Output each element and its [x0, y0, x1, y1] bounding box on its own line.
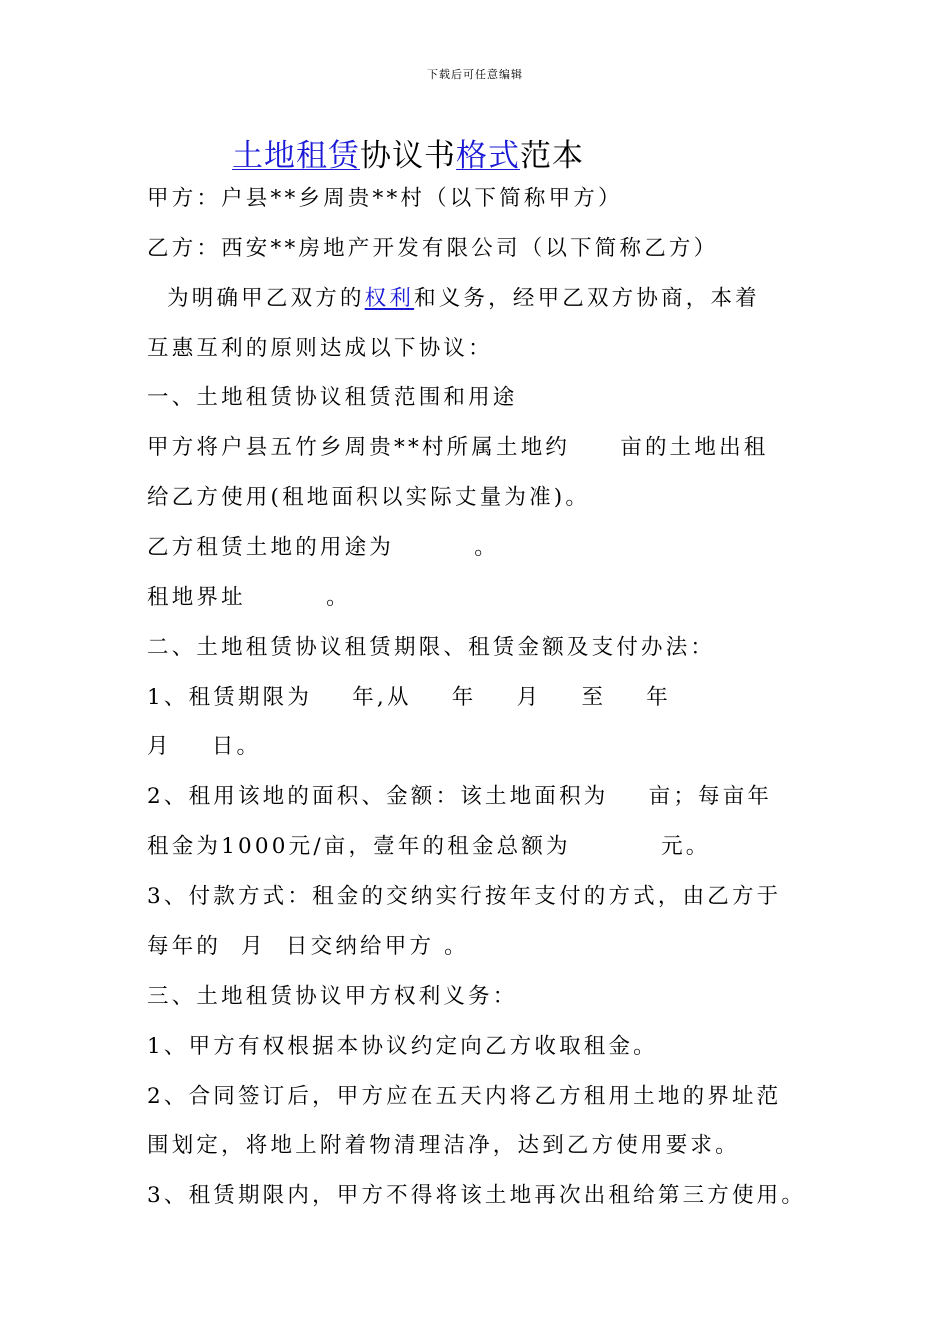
paragraph-line: 乙方租赁土地的用途为 。: [147, 535, 499, 560]
preamble-line-2: 互惠互利的原则达成以下协议：: [147, 336, 493, 361]
paragraph-line: 围划定，将地上附着物清理洁净，达到乙方使用要求。: [147, 1133, 740, 1158]
paragraph-line: 甲方将户县五竹乡周贵**村所属土地约 亩的土地出租: [147, 435, 769, 460]
party-a-line: 甲方：户县**乡周贵**村（以下简称甲方）: [147, 186, 623, 211]
preamble-text-before: 为明确甲乙双方的: [147, 286, 365, 311]
title-text-template: 范本: [520, 138, 584, 174]
paragraph-line: 3、租赁期限内，甲方不得将该土地再次出租给第三方使用。: [147, 1183, 807, 1208]
title-text-agreement: 协议书: [360, 138, 456, 174]
party-b-line: 乙方：西安**房地产开发有限公司（以下简称乙方）: [147, 236, 719, 261]
document-title: [232, 130, 584, 175]
section-1-heading: 一、土地租赁协议租赁范围和用途: [147, 385, 518, 410]
title-link-format[interactable]: 格式: [456, 138, 520, 174]
rights-link[interactable]: 权利: [364, 286, 415, 311]
paragraph-line: 3、付款方式：租金的交纳实行按年支付的方式，由乙方于: [147, 884, 782, 909]
header-note: 下载后可任意编辑: [427, 68, 523, 81]
paragraph-line: 月 日。: [147, 734, 262, 759]
paragraph-line: 租地界址 。: [147, 585, 351, 610]
paragraph-line: 2、租用该地的面积、金额：该土地面积为 亩；每亩年: [147, 784, 773, 809]
preamble-text-after: 和义务，经甲乙双方协商，本着: [414, 286, 760, 311]
title-link-land-lease[interactable]: 土地租赁: [232, 138, 360, 174]
section-3-heading: 三、土地租赁协议甲方权利义务：: [147, 984, 518, 1009]
paragraph-line: 每年的 月 日交纳给甲方 。: [147, 934, 469, 959]
paragraph-line: 租金为1000元/亩，壹年的租金总额为 元。: [147, 834, 711, 859]
paragraph-line: 给乙方使用(租地面积以实际丈量为准)。: [147, 485, 591, 510]
paragraph-line: 1、甲方有权根据本协议约定向乙方收取租金。: [147, 1034, 658, 1059]
section-2-heading: 二、土地租赁协议租赁期限、租赁金额及支付办法：: [147, 635, 716, 660]
paragraph-line: 1、租赁期限为 年,从 年 月 至 年: [147, 685, 671, 710]
preamble-line-1: [147, 284, 760, 314]
paragraph-line: 2、合同签订后，甲方应在五天内将乙方租用土地的界址范: [147, 1084, 782, 1109]
